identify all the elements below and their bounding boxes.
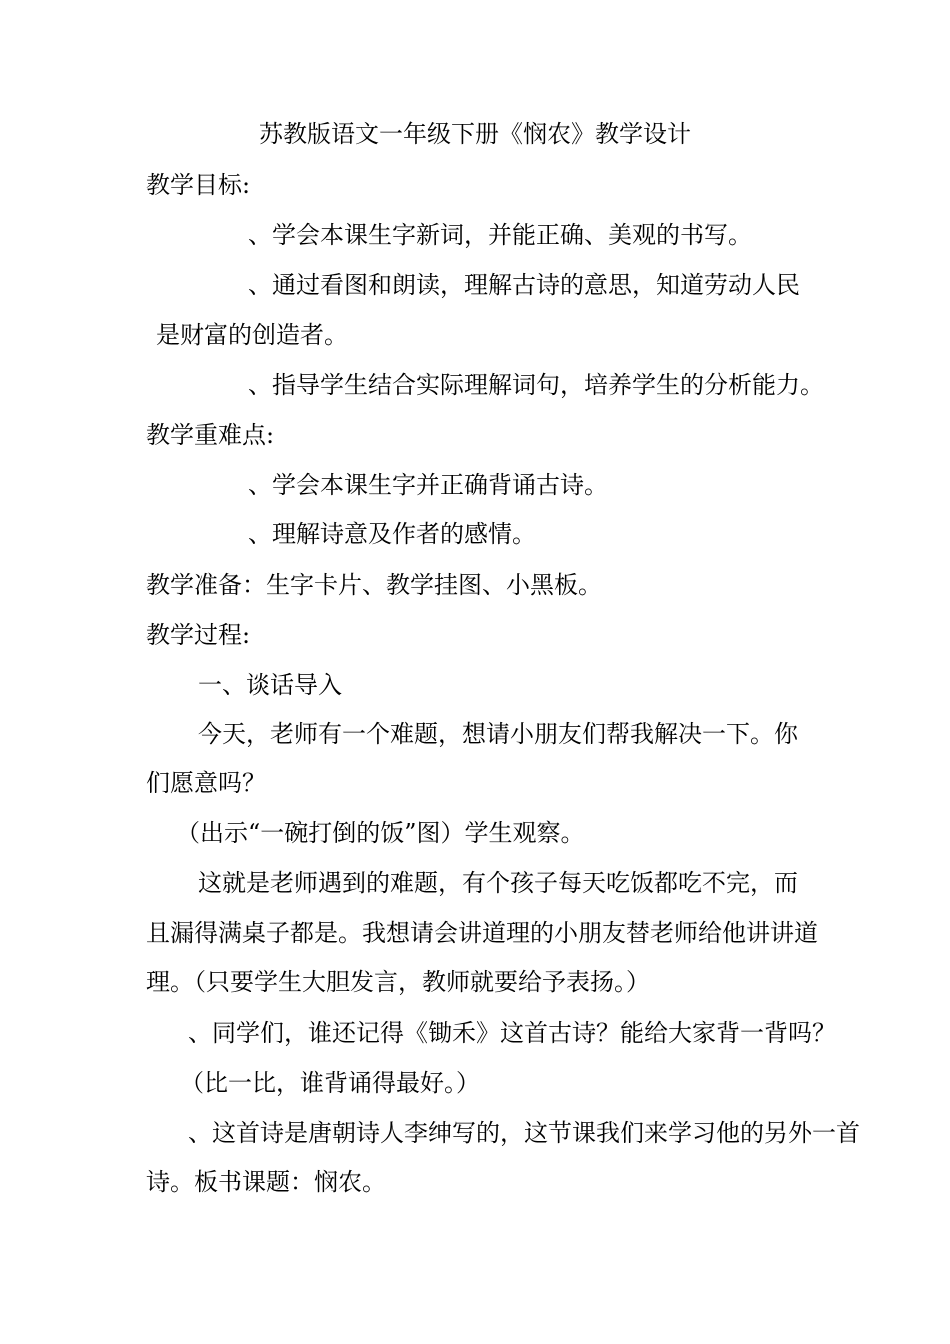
keypoint-item: 、学会本课生字并正确背诵古诗。 (248, 471, 608, 499)
document-title: 苏教版语文一年级下册《悯农》教学设计 (259, 120, 691, 148)
keypoints-heading: 教学重难点: (146, 421, 275, 449)
objectives-heading: 教学目标: (146, 171, 251, 199)
keypoint-item: 、理解诗意及作者的感情。 (248, 520, 536, 548)
process-heading: 教学过程: (146, 621, 251, 649)
paragraph-line: 诗。板书课题：悯农。 (146, 1168, 386, 1196)
paragraph-line: （出示“一碗打倒的饭”图）学生观察。 (176, 819, 585, 847)
objective-item-continued: 是财富的创造者。 (156, 321, 348, 349)
paragraph-line: 、这首诗是唐朝诗人李绅写的，这节课我们来学习他的另外一首 (188, 1119, 860, 1147)
paragraph-line: 这就是老师遇到的难题，有个孩子每天吃饭都吃不完，而 (198, 869, 798, 897)
preparation-line: 教学准备：生字卡片、教学挂图、小黑板。 (146, 571, 602, 599)
section-heading: 一、谈话导入 (198, 671, 342, 699)
objective-item: 、指导学生结合实际理解词句，培养学生的分析能力。 (248, 371, 824, 399)
paragraph-line: 们愿意吗？ (146, 769, 266, 797)
paragraph-line: 、同学们，谁还记得《锄禾》这首古诗？能给大家背一背吗？ (188, 1019, 836, 1047)
objective-item: 、通过看图和朗读，理解古诗的意思，知道劳动人民 (248, 271, 800, 299)
paragraph-line: 且漏得满桌子都是。我想请会讲道理的小朋友替老师给他讲讲道 (146, 919, 818, 947)
paragraph-line: 今天，老师有一个难题，想请小朋友们帮我解决一下。你 (198, 720, 798, 748)
objective-item: 、学会本课生字新词，并能正确、美观的书写。 (248, 221, 752, 249)
paragraph-line: （比一比，谁背诵得最好。） (180, 1069, 480, 1097)
paragraph-line: 理。（只要学生大胆发言，教师就要给予表扬。） (146, 968, 650, 996)
